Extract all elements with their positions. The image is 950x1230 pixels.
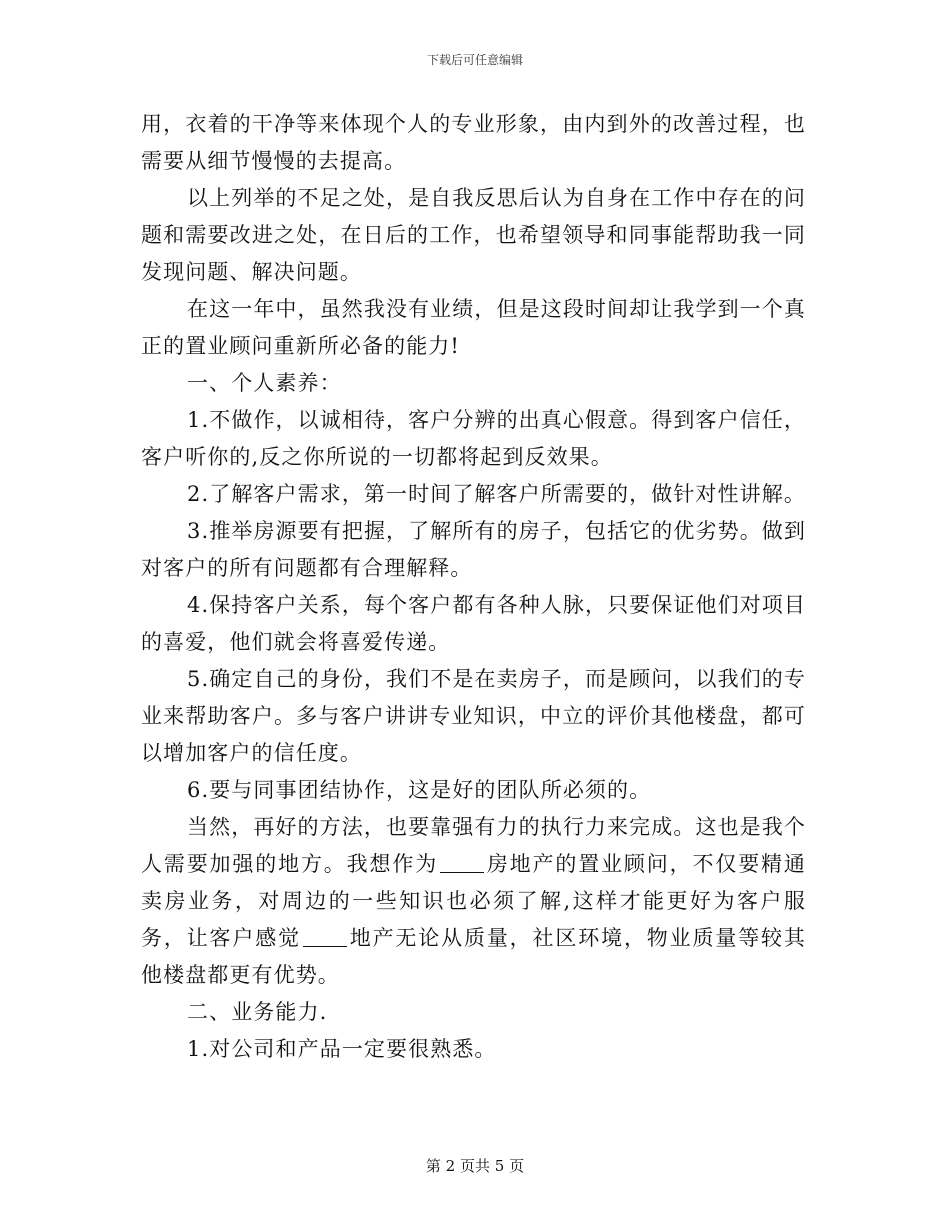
blank-underline-1 (440, 854, 484, 873)
blank-underline-2 (303, 928, 347, 947)
section-heading-personal-quality: 一、个人素养： (187, 371, 342, 395)
section-heading-business-ability: 二、业务能力. (187, 1000, 328, 1024)
paragraph-3: 在这一年中，虽然我没有业绩，但是这段时间却让我学到一个真正的置业顾问重新所必备的能力! (141, 297, 806, 358)
paragraph-2: 以上列举的不足之处，是自我反思后认为自身在工作中存在的问题和需要改进之处，在日后的工作，也希望领导和同事能帮助我一同发现问题、解决问题。 (141, 186, 806, 284)
paragraph-1: 用，衣着的干净等来体现个人的专业形象，由内到外的改善过程，也需要从细节慢慢的去提高。 (141, 112, 806, 173)
list-item-3: 3.推举房源要有把握，了解所有的房子，包括它的优劣势。做到对客户的所有问题都有合理解释。 (141, 519, 806, 580)
list-item-1: 1.不做作，以诚相待，客户分辨的出真心假意。得到客户信任，客户听你的,反之你所说的一切都将起到反效果。 (141, 408, 806, 469)
list-item-business-1: 1.对公司和产品一定要很熟悉。 (187, 1037, 497, 1061)
page-footer: 第 2 页共 5 页 (425, 1157, 525, 1175)
list-item-4: 4.保持客户关系，每个客户都有各种人脉，只要保证他们对项目的喜爱，他们就会将喜爱传递。 (141, 593, 806, 654)
page-header: 下载后可任意编辑 (426, 53, 523, 67)
paragraph-execution (141, 809, 806, 994)
paragraph-execution-part-1: 当然，再好的方法，也要靠强有力的执行力来完成。这也是我个人需要加强的地方。我想作为 (141, 815, 806, 876)
list-item-5: 5.确定自己的身份，我们不是在卖房子，而是顾问，以我们的专业来帮助客户。多与客户讲讲专业知识，中立的评价其他楼盘，都可以增加客户的信任度。 (141, 667, 806, 765)
paragraph-execution-part-2: 房地产的置业顾问，不仅要精通卖房业务，对周边的一些知识也必须了解,这样才能更好为客户服务，让客户感觉 (141, 852, 806, 950)
paragraph-execution-part-3: 地产无论从质量，社区环境，物业质量等较其他楼盘都更有优势。 (141, 926, 807, 987)
document-body (141, 106, 806, 1068)
list-item-6: 6.要与同事团结协作，这是好的团队所必须的。 (187, 778, 652, 802)
list-item-2: 2.了解客户需求，第一时间了解客户所需要的，做针对性讲解。 (187, 482, 806, 506)
